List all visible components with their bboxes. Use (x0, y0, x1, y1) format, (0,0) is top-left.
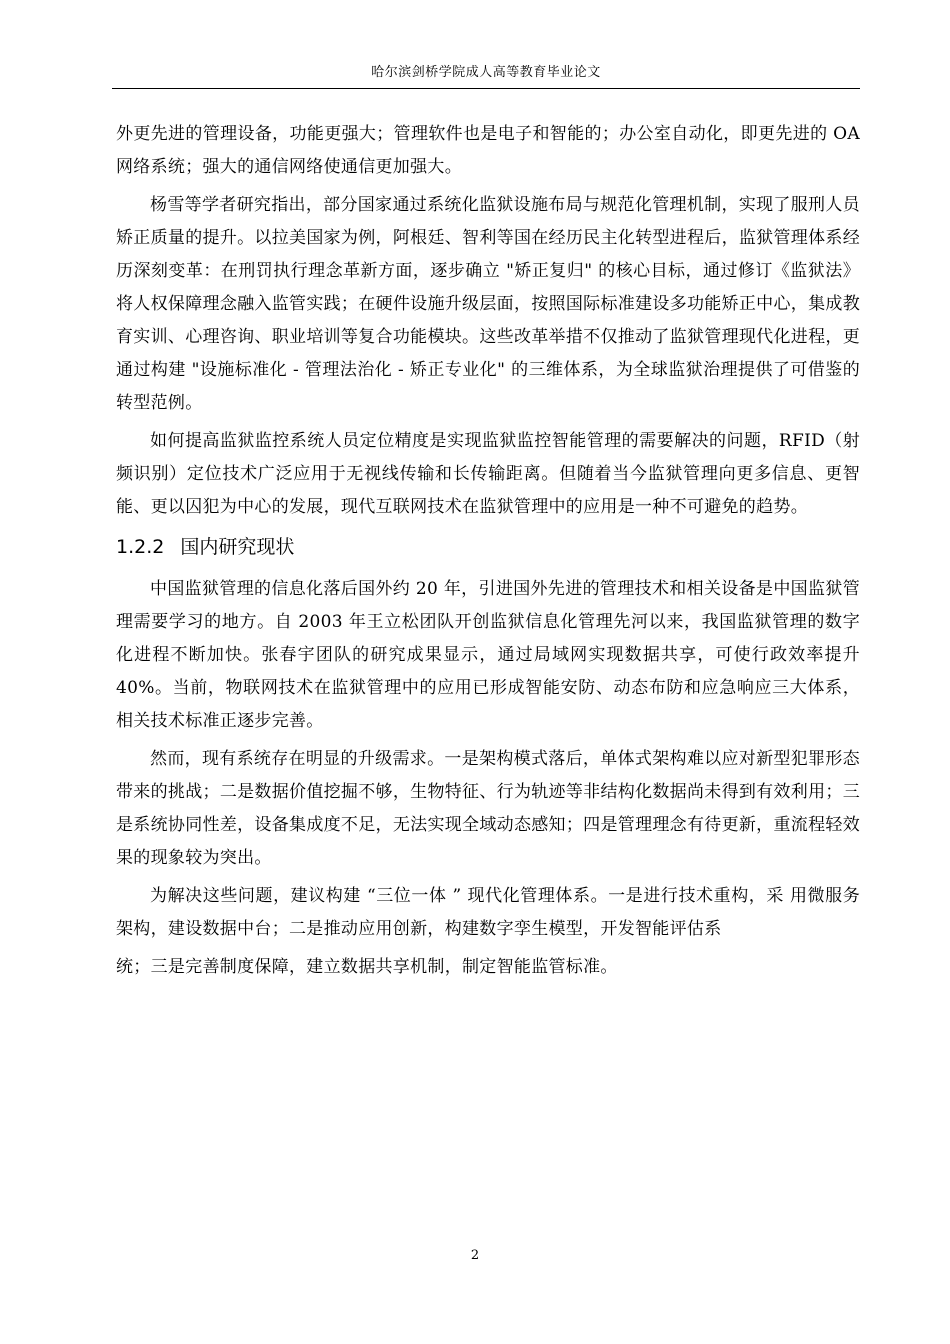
section-heading (116, 529, 860, 565)
body-text (116, 118, 860, 989)
header-rule (112, 88, 860, 89)
paragraph-upgrade-needs: 然而，现有系统存在明显的升级需求。一是架构模式落后，单体式架构难以应对新型犯罪形态带来的挑战；二是数据价值挖掘不够，生物特征、行为轨迹等非结构化数据尚未得到有效利用；三是系统协同性差，设备集成度不足，无法实现全域动态感知；四是管理理念有待更新，重流程轻效果的现象较为突出。 (116, 749, 860, 868)
section-number: 1.2.2 (116, 536, 165, 558)
paragraph-proposal-end: 统；三是完善制度保障，建立数据共享机制，制定智能监管标准。 (116, 957, 618, 977)
paragraph-foreign-reform: 杨雪等学者研究指出，部分国家通过系统化监狱设施布局与规范化管理机制，实现了服刑人员矫正质量的提升。以拉美国家为例，阿根廷、智利等国在经历民主化转型进程后，监狱管理体系经历深刻变革：在刑罚执行理念革新方面，逐步确立 "矫正复归" 的核心目标，通过修订《监狱法》将人权保障理念融入监管实践；在硬件设施升级层面，按照国际标准建设多功能矫正中心，集成教育实训、心理咨询、职业培训等复合功能模块。这些改革举措不仅推动了监狱管理现代化进程，更通过构建 "设施标准化 - 管理法治化 - 矫正专业化" 的三维体系，为全球监狱治理提供了可借鉴的转型范例。 (116, 195, 860, 413)
paragraph-proposal: 为解决这些问题，建议构建 “三位一体 ” 现代化管理体系。一是进行技术重构，采 用微服务架构，建设数据中台；二是推动应用创新，构建数字孪生模型，开发智能评估系 (116, 886, 860, 939)
section-title: 国内研究现状 (180, 536, 295, 558)
running-header: 哈尔滨剑桥学院成人高等教育毕业论文 (371, 65, 601, 80)
paragraph-domestic-status: 中国监狱管理的信息化落后国外约 20 年，引进国外先进的管理技术和相关设备是中国监狱管理需要学习的地方。自 2003 年王立松团队开创监狱信息化管理先河以来，我国监狱管理的数字化进程不断加快。张春宇团队的研究成果显示，通过局域网实现数据共享，可使行政效率提升 40%。当前，物联网技术在监狱管理中的应用已形成智能安防、动态布防和应急响应三大体系，相关技术标准正逐步完善。 (116, 579, 860, 731)
paragraph-rfid-positioning: 如何提高监狱监控系统人员定位精度是实现监狱监控智能管理的需要解决的问题，RFID（射频识别）定位技术广泛应用于无视线传输和长传输距离。但随着当今监狱管理向更多信息、更智能、更以囚犯为中心的发展，现代互联网技术在监狱管理中的应用是一种不可避免的趋势。 (116, 431, 860, 517)
page-number: 2 (470, 1248, 480, 1263)
paragraph-continuation: 外更先进的管理设备，功能更强大；管理软件也是电子和智能的；办公室自动化，即更先进的 OA 网络系统；强大的通信网络使通信更加强大。 (116, 124, 860, 177)
